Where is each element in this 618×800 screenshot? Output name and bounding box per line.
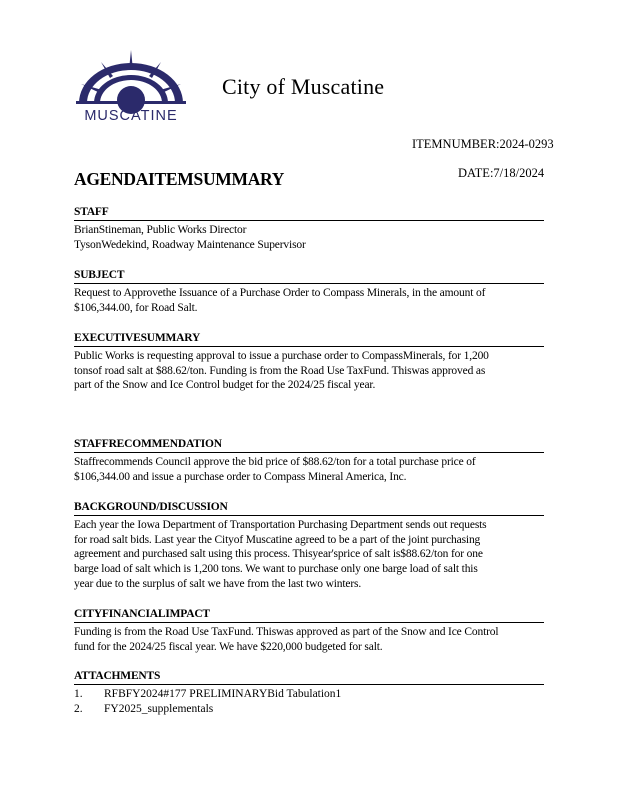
text-line: agreement and purchased salt using this process. Thisyear'sprice of salt is$88.62/ton for one: [74, 548, 483, 561]
section-heading: STAFF: [74, 205, 544, 221]
text-line: Request to Approvethe Issuance of a Purchase Order to Compass Minerals, in the amount of: [74, 287, 486, 299]
section-heading: CITYFINANCIALIMPACT: [74, 607, 544, 623]
text-line: part of the Snow and Ice Control budget for the 2024/25 fiscal year.: [74, 379, 376, 392]
document-title: AGENDAITEMSUMMARY: [74, 169, 285, 189]
muscatine-logo-mark: [72, 48, 190, 124]
attachment-item[interactable]: [74, 702, 544, 717]
section-text: [74, 286, 544, 315]
financial-impact-section: [74, 607, 544, 654]
section-text: [74, 349, 544, 393]
staff-section: [74, 205, 544, 252]
attachment-list: [74, 687, 544, 716]
section-text: [74, 625, 544, 654]
text-line: TysonWedekind, Roadway Maintenance Supervisor: [74, 238, 306, 251]
text-line: tonsof road salt at $88.62/ton. Funding is from the Road Use TaxFund. Thiswas approved as: [74, 364, 486, 377]
text-line: $106,344.00, for Road Salt.: [74, 301, 198, 314]
text-line: Public Works is requesting approval to issue a purchase order to CompassMinerals, for 1,200: [74, 350, 489, 362]
attachment-link[interactable]: RFBFY2024#177 PRELIMINARYBid Tabulation1: [104, 688, 342, 700]
section-text: [74, 223, 544, 252]
city-title: City of Muscatine: [222, 74, 385, 99]
item-number: ITEMNUMBER:2024-0293: [412, 137, 554, 151]
attachments-section: [74, 669, 544, 716]
section-heading: BACKGROUND/DISCUSSION: [74, 500, 544, 516]
attachment-number: 1.: [74, 688, 83, 700]
text-line: BrianStineman, Public Works Director: [74, 224, 247, 236]
section-heading: ATTACHMENTS: [74, 669, 544, 685]
text-line: for road salt bids. Last year the Cityof Muscatine agreed to be a part of the joint purchasing: [74, 533, 481, 546]
section-heading: STAFFRECOMMENDATION: [74, 437, 544, 453]
section-heading: SUBJECT: [74, 268, 544, 284]
text-line: fund for the 2024/25 fiscal year. We have $220,000 budgeted for salt.: [74, 640, 383, 653]
section-heading: EXECUTIVESUMMARY: [74, 331, 544, 347]
text-line: Funding is from the Road Use TaxFund. Thiswas approved as part of the Snow and Ice Control: [74, 626, 499, 638]
text-line: year due to the surplus of salt we have from the last two winters.: [74, 577, 362, 590]
muscatine-logo: [72, 48, 190, 124]
text-line: barge load of salt which is 1,200 tons. We want to purchase only one barge load of salt this: [74, 563, 478, 576]
section-text: [74, 455, 544, 484]
subject-section: [74, 268, 544, 315]
text-line: Staffrecommends Council approve the bid price of $88.62/ton for a total purchase price of: [74, 456, 476, 468]
attachment-item[interactable]: [74, 687, 544, 702]
executive-summary-section: [74, 331, 544, 393]
background-discussion-section: [74, 500, 544, 592]
attachment-number: 2.: [74, 702, 83, 715]
text-line: $106,344.00 and issue a purchase order to Compass Mineral America, Inc.: [74, 470, 407, 483]
attachment-link[interactable]: FY2025_supplementals: [104, 702, 214, 715]
section-text: [74, 518, 544, 592]
logo-text: MUSCATINE: [84, 108, 178, 124]
staff-recommendation-section: [74, 437, 544, 484]
text-line: Each year the Iowa Department of Transportation Purchasing Department sends out requests: [74, 519, 487, 531]
document-date: DATE:7/18/2024: [458, 166, 545, 180]
